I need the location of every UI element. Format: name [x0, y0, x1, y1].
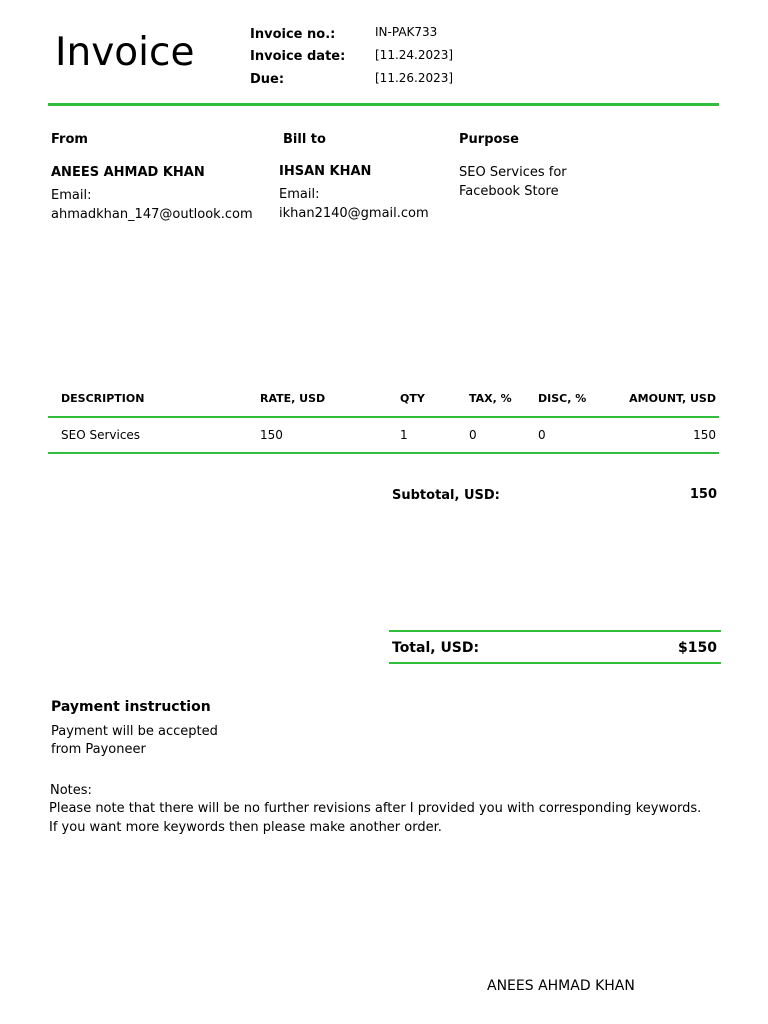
col-header-rate: RATE, USD: [260, 392, 326, 405]
purpose-line-1: SEO Services for: [459, 165, 567, 180]
invoice-no-label: Invoice no.:: [250, 27, 336, 42]
total-value: $150: [678, 640, 717, 656]
payment-line-2: from Payoneer: [51, 742, 146, 757]
row-qty: 1: [400, 428, 408, 442]
invoice-date-label: Invoice date:: [250, 49, 346, 64]
row-rate: 150: [260, 428, 283, 442]
row-disc: 0: [538, 428, 546, 442]
invoice-title: Invoice: [55, 30, 195, 75]
row-amount: 150: [693, 428, 716, 442]
table-bottom-divider: [48, 452, 719, 454]
due-date-value: [11.26.2023]: [375, 71, 454, 85]
col-header-description: DESCRIPTION: [61, 392, 145, 405]
total-label: Total, USD:: [392, 640, 480, 656]
purpose-heading: Purpose: [459, 132, 519, 147]
row-tax: 0: [469, 428, 477, 442]
bill-to-email: ikhan2140@gmail.com: [279, 206, 429, 221]
col-header-amount: AMOUNT, USD: [629, 392, 716, 405]
subtotal-value: 150: [689, 487, 717, 502]
bill-to-email-label: Email:: [279, 187, 320, 202]
bill-to-name: IHSAN KHAN: [279, 164, 372, 179]
header-divider: [48, 103, 719, 106]
subtotal-label: Subtotal, USD:: [392, 488, 500, 503]
invoice-no-value: IN-PAK733: [375, 25, 438, 39]
due-label: Due:: [250, 72, 285, 87]
col-header-qty: QTY: [400, 392, 425, 405]
signature-name: ANEES AHMAD KHAN: [487, 978, 635, 994]
col-header-disc: DISC, %: [538, 392, 587, 405]
from-email: ahmadkhan_147@outlook.com: [51, 207, 253, 222]
bill-to-heading: Bill to: [283, 132, 326, 147]
invoice-date-value: [11.24.2023]: [375, 48, 454, 62]
notes-label: Notes:: [50, 783, 92, 798]
notes-line-2: If you want more keywords then please make another order.: [49, 820, 442, 835]
total-bottom-divider: [389, 662, 721, 664]
from-name: ANEES AHMAD KHAN: [51, 165, 205, 180]
from-heading: From: [51, 132, 88, 147]
table-header-divider: [48, 416, 719, 418]
purpose-line-2: Facebook Store: [459, 184, 559, 199]
from-email-label: Email:: [51, 188, 92, 203]
col-header-tax: TAX, %: [469, 392, 512, 405]
payment-heading: Payment instruction: [51, 699, 211, 715]
payment-line-1: Payment will be accepted: [51, 724, 218, 739]
total-top-divider: [389, 630, 721, 632]
notes-line-1: Please note that there will be no further revisions after I provided you with corresponding keywords.: [49, 801, 702, 816]
row-description: SEO Services: [61, 428, 141, 442]
